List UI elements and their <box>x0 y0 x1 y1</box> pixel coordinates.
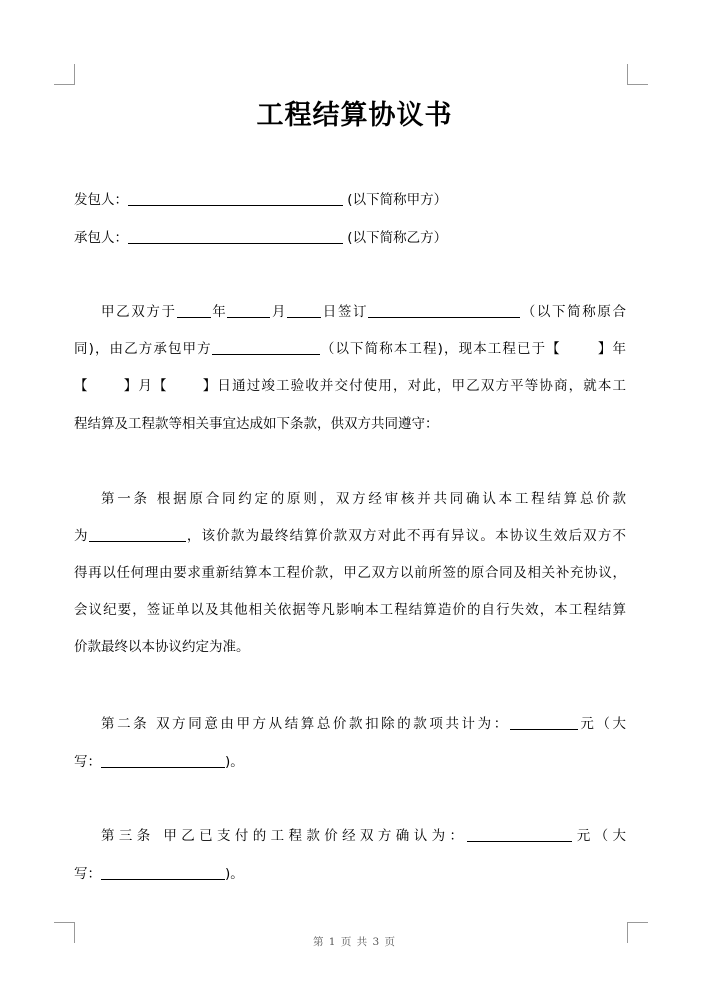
employer-label: 发包人： <box>74 192 128 208</box>
intro-line-4: 程结算及工程款等相关事宜达成如下条款，供双方共同遵守： <box>74 416 439 432</box>
crop-mark-top-left <box>54 64 75 85</box>
intro-line-2: 同)，由乙方承包甲方 （以下简称本工程)，现本工程已于【 】年 <box>74 341 626 357</box>
article3-line-1: 第三条 甲乙已支付的工程款价经双方确认为： 元（大 <box>101 828 626 844</box>
article1-line-4: 会议纪要，签证单以及其他相关依据等凡影响本工程结算造价的自行失效，本工程结算 <box>74 602 626 618</box>
intro-line-3: 【 】月【 】日通过竣工验收并交付使用，对此，甲乙双方平等协商，就本工 <box>74 378 627 394</box>
article1-line-3: 得再以任何理由要求重新结算本工程价款，甲乙双方以前所签的原合同及相关补充协议， <box>74 565 626 581</box>
paid-amount-words-blank[interactable] <box>101 865 225 880</box>
project-name-blank[interactable] <box>212 340 320 355</box>
article1-line-1: 第一条 根据原合同约定的原则，双方经审核并共同确认本工程结算总价款 <box>101 491 626 507</box>
employer-blank[interactable] <box>128 191 343 206</box>
article2-line-1: 第二条 双方同意由甲方从结算总价款扣除的款项共计为： 元（大 <box>101 716 626 732</box>
contractor-label: 承包人： <box>74 230 128 246</box>
article1-line-5: 价款最终以本协议约定为准。 <box>74 639 250 655</box>
contractor-note: (以下简称乙方） <box>347 230 448 246</box>
employer-note: (以下简称甲方） <box>347 192 448 208</box>
day-blank[interactable] <box>287 303 321 318</box>
document-title: 工程结算协议书 <box>256 100 453 131</box>
year-blank[interactable] <box>177 303 211 318</box>
contractor-line <box>74 219 626 257</box>
contractor-blank[interactable] <box>128 229 343 244</box>
article3-line-2: 写： )。 <box>74 866 244 882</box>
article1-line-2: 为 ，该价款为最终结算价款双方对此不再有异议。本协议生效后双方不 <box>74 528 627 544</box>
total-price-blank[interactable] <box>89 527 186 542</box>
paid-amount-blank[interactable] <box>467 827 572 842</box>
deduction-amount-blank[interactable] <box>510 715 578 730</box>
employer-line <box>74 181 626 219</box>
intro-line-1: 甲乙双方于 年 月 日签订 （以下简称原合 <box>101 304 626 320</box>
crop-mark-top-right <box>627 64 648 85</box>
deduction-amount-words-blank[interactable] <box>101 753 225 768</box>
contract-name-blank[interactable] <box>368 303 520 318</box>
article2-line-2: 写： )。 <box>74 754 244 770</box>
page-number: 第 1 页 共 3 页 <box>312 936 397 948</box>
month-blank[interactable] <box>227 303 270 318</box>
